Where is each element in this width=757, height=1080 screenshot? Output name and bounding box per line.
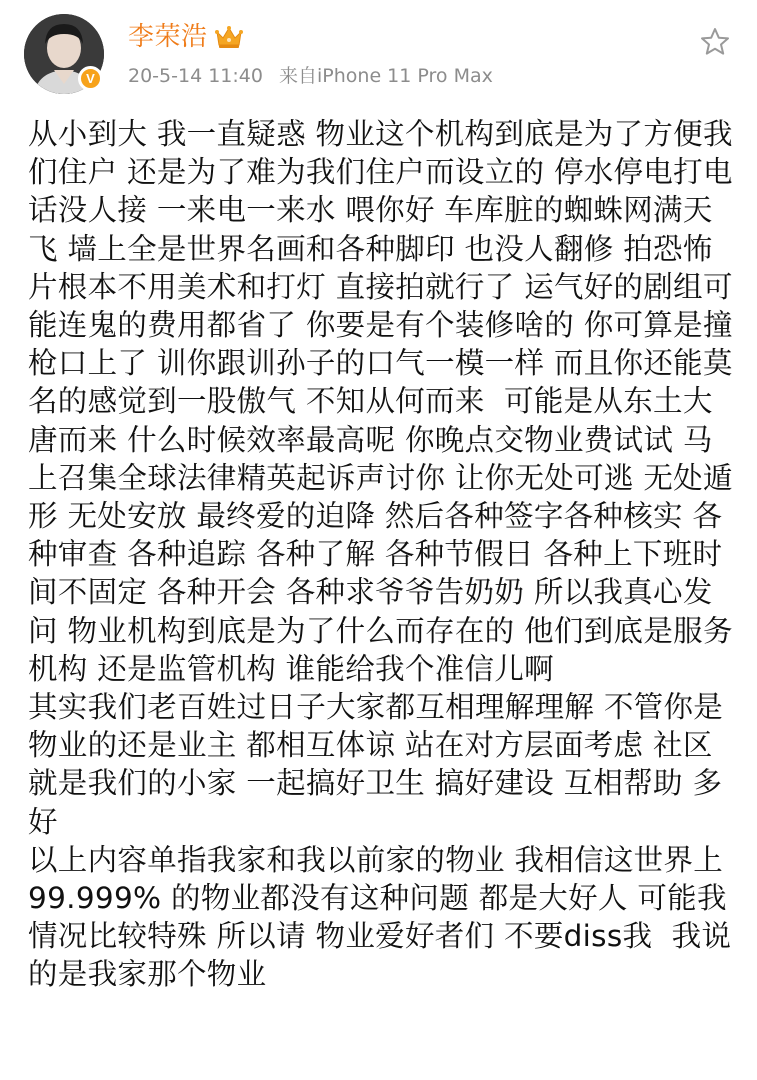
post-paragraph: 从小到大 我一直疑惑 物业这个机构到底是为了方便我们住户 还是为了难为我们住户而设立的 停水停电打电话没人接 一来电一来水 喂你好 车库脏的蜘蛛网满天飞 墙上全是世界名画和各种脚印 也没人翻修 拍恐怖片根本不用美术和打灯 直接拍就行了 运气好的剧组可能连鬼的费用都省了 你要是有个装修啥的 你可算是撞枪口上了 训你跟训孙子的口气一模一样 而且你还能莫名的感觉到一股傲气 不知从何而来 可能是从东土大唐而来 什么时候效率最高呢 你晚点交物业费试试 马上召集全球法律精英起诉声讨你 让你无处可逃 无处遁形 无处安放 最终爱的迫降 然后各种签字各种核实 各种审查 各种追踪 各种了解 各种节假日 各种上下班时间不固定 各种开会 各种求爷爷告奶奶 所以我真心发问 物业机构到底是为了什么而存在的 他们到底是服务机构 还是监管机构 谁能给我个准信儿啊: [28, 117, 733, 686]
post-source: 来自iPhone 11 Pro Max: [279, 65, 493, 87]
username[interactable]: 李荣浩: [128, 22, 208, 52]
username-row: [128, 19, 244, 55]
verified-badge-icon: [78, 66, 103, 91]
star-outline-icon[interactable]: [699, 26, 731, 58]
post-date: 20-5-14 11:40: [128, 65, 263, 87]
crown-icon: [214, 24, 244, 50]
post-paragraph: 以上内容单指我家和我以前家的物业 我相信这世界上99.999% 的物业都没有这种问题 都是大好人 可能我情况比较特殊 所以请 物业爱好者们 不要diss我 我说的是我家那个物业: [28, 842, 732, 992]
post-paragraph: 其实我们老百姓过日子大家都互相理解理解 不管你是物业的还是业主 都相互体谅 站在对方层面考虑 社区就是我们的小家 一起搞好卫生 搞好建设 互相帮助 多好: [28, 690, 724, 839]
svg-text:V: V: [86, 71, 95, 86]
post-header: [0, 0, 757, 115]
post-body: [28, 115, 740, 994]
post-meta: [128, 62, 493, 90]
